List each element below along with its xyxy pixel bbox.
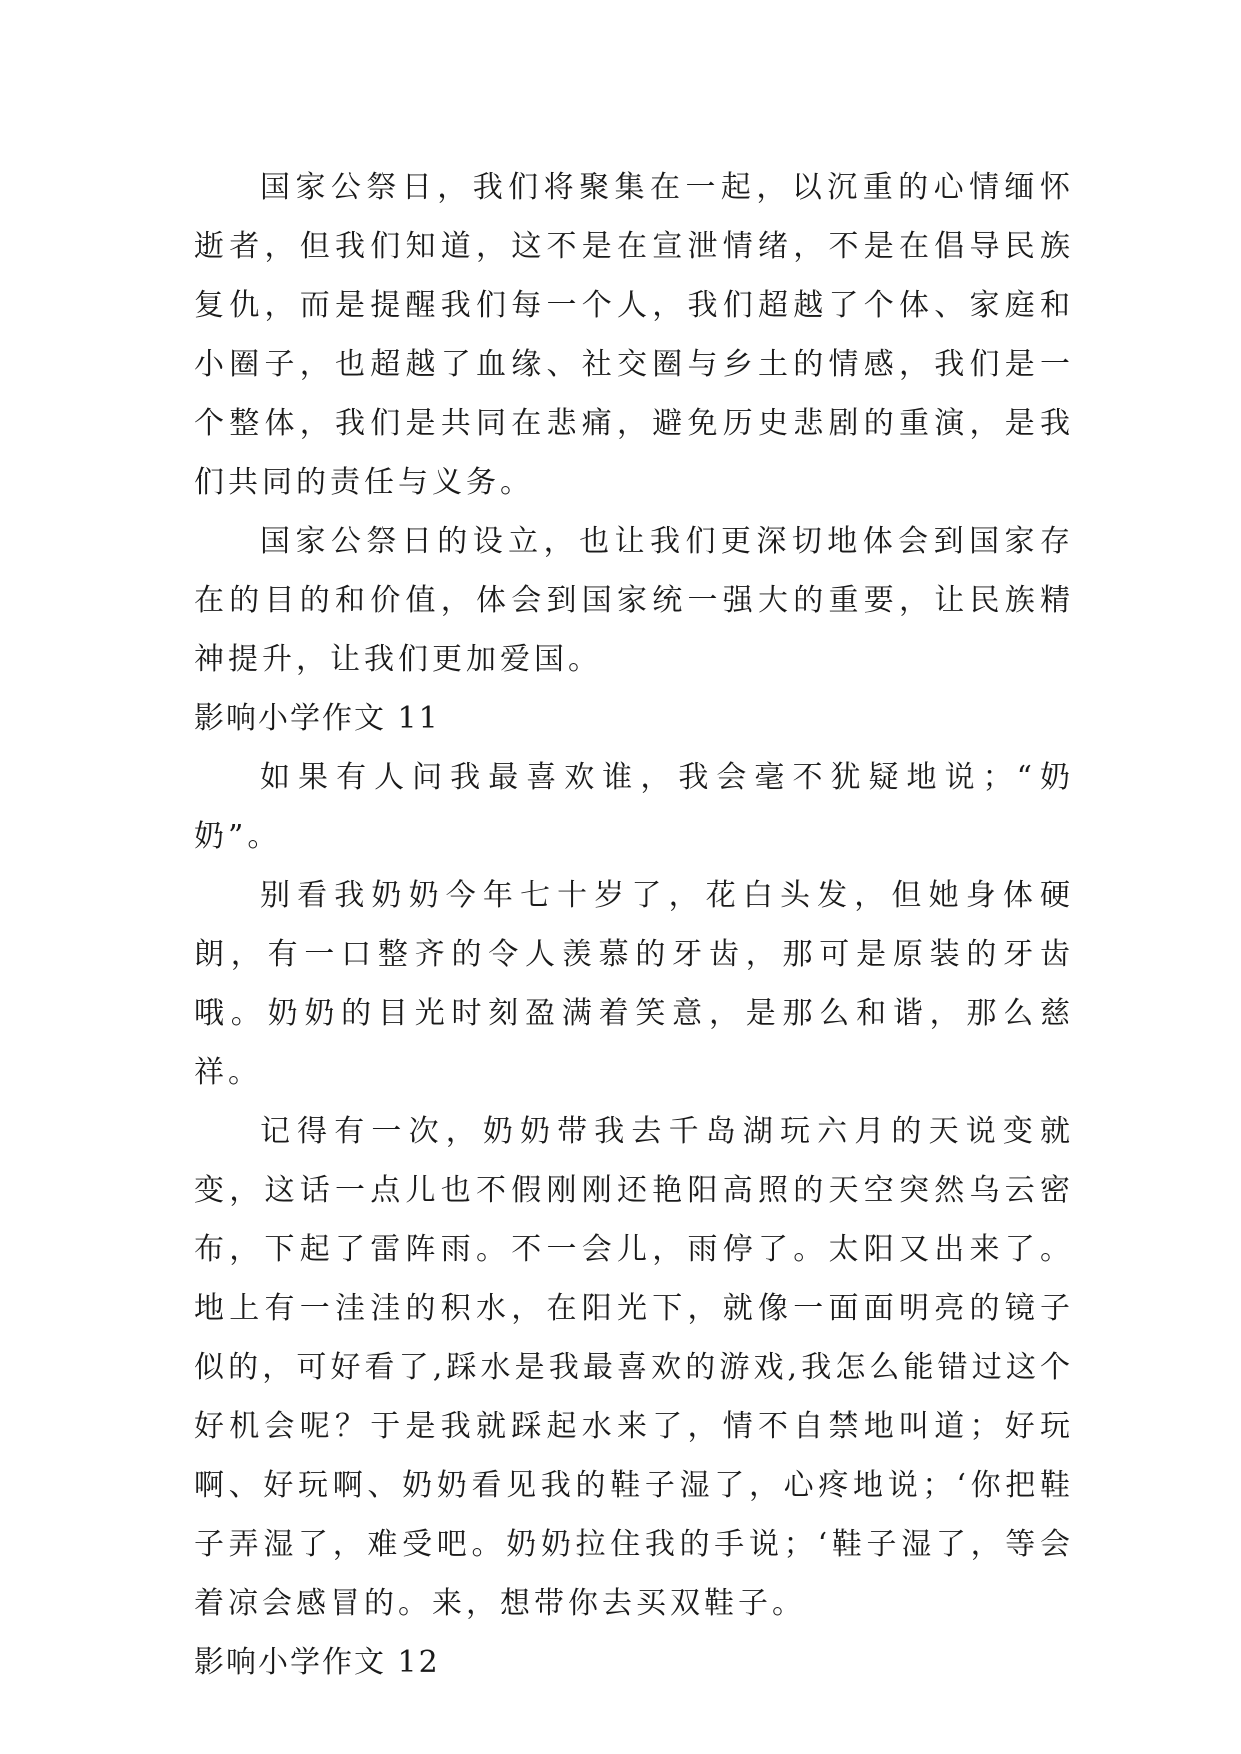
paragraph-memorial-day-significance: 国家公祭日的设立，也让我们更深切地体会到国家存在的目的和价值，体会到国家统一强大的重要，让民族精神提升，让我们更加爱国。 — [194, 524, 1074, 677]
section-heading-11: 影响小学作文 11 — [194, 701, 440, 736]
paragraph-grandma-description: 别看我奶奶今年七十岁了，花白头发，但她身体硬朗，有一口整齐的令人羡慕的牙齿，那可是原装的牙齿哦。奶奶的目光时刻盈满着笑意，是那么和谐，那么慈祥。 — [194, 878, 1074, 1090]
document-body — [194, 158, 1074, 1692]
paragraph-favorite-person: 如果有人问我最喜欢谁，我会毫不犹疑地说；“奶奶”。 — [194, 760, 1074, 854]
section-heading-12: 影响小学作文 12 — [194, 1645, 440, 1680]
paragraph-qiandao-lake-story: 记得有一次，奶奶带我去千岛湖玩六月的天说变就变，这话一点儿也不假刚刚还艳阳高照的天空突然乌云密布，下起了雷阵雨。不一会儿，雨停了。太阳又出来了。地上有一洼洼的积水，在阳光下，就像一面面明亮的镜子似的，可好看了,踩水是我最喜欢的游戏,我怎么能错过这个好机会呢？于是我就踩起水来了，情不自禁地叫道；好玩啊、好玩啊、奶奶看见我的鞋子湿了，心疼地说；‘你把鞋子弄湿了，难受吧。奶奶拉住我的手说；‘鞋子湿了，等会着凉会感冒的。来，想带你去买双鞋子。 — [194, 1114, 1074, 1621]
paragraph-memorial-day: 国家公祭日，我们将聚集在一起，以沉重的心情缅怀逝者，但我们知道，这不是在宣泄情绪，不是在倡导民族复仇，而是提醒我们每一个人，我们超越了个体、家庭和小圈子，也超越了血缘、社交圈与乡土的情感，我们是一个整体，我们是共同在悲痛，避免历史悲剧的重演，是我们共同的责任与义务。 — [194, 170, 1074, 500]
